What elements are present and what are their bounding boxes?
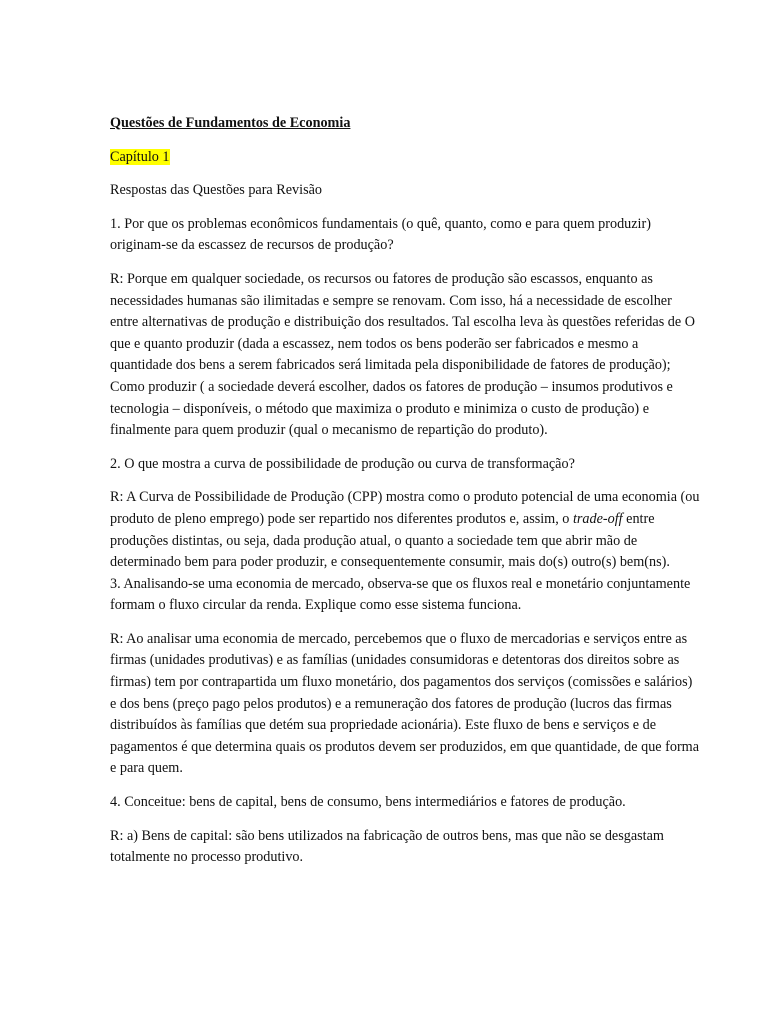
answer-4: R: a) Bens de capital: são bens utilizados na fabricação de outros bens, mas que não se desgastam totalmente no processo produtivo. (110, 827, 664, 866)
question-1: 1. Por que os problemas econômicos fundamentais (o quê, quanto, como e para quem produzir) originam-se da escassez de recursos de produção? (110, 215, 651, 254)
section-subtitle: Respostas das Questões para Revisão (110, 182, 322, 199)
question-3: 3. Analisando-se uma economia de mercado, observa-se que os fluxos real e monetário conjuntamente formam o fluxo circular da renda. Explique como esse sistema funciona. (110, 575, 691, 614)
answer-1: R: Porque em qualquer sociedade, os recursos ou fatores de produção são escassos, enquanto as necessidades humanas são ilimitadas e sempre se renovam. Com isso, há a necessidade de escolher entre alternativas de produção e distribuição dos resultados. Tal escolha leva às questões referidas de O que e quanto produzir (dada a escassez, nem todos os bens poderão ser fabricados e mesmo a quantidade dos bens a serem fabricados será limitada pela disponibilidade de fatores de produção); Como produzir ( a sociedade deverá escolher, dados os fatores de produção – insumos produtivos e tecnologia – disponíveis, o método que maximiza o produto e minimiza o custo de produção) e finalmente para quem produzir (qual o mecanismo de repartição do produto). (110, 270, 695, 439)
answer-3: R: Ao analisar uma economia de mercado, percebemos que o fluxo de mercadorias e serviços entre as firmas (unidades produtivas) e as famílias (unidades consumidoras e detentoras dos direitos sobre as firmas) tem por contrapartida um fluxo monetário, dos pagamentos dos serviços (comissões e salários) e dos bens (preço pago pelos produtos) e a remuneração dos fatores de produção (lucros das firmas distribuídos às famílias que detém sua propriedade acionária). Este fluxo de bens e serviços e de pagamentos é que determina quais os produtos devem ser produzidos, em que quantidade, de que forma e para quem. (110, 630, 700, 777)
question-2: 2. O que mostra a curva de possibilidade de produção ou curva de transformação? (110, 455, 575, 472)
trade-off-term: trade-off (572, 510, 623, 527)
document-body (110, 113, 700, 881)
answer-2-text-after: entre produções distintas, ou seja, dada produção atual, o quanto a sociedade tem que abrir mão de determinado bem para poder produzir, e consequentemente consumir, mais do(s) outro(s) bem(ns). (110, 510, 670, 571)
chapter-line (110, 147, 700, 169)
answer-2 (110, 487, 700, 573)
answer-2-text-before: R: A Curva de Possibilidade de Produção (CPP) mostra como o produto potencial de uma economia (ou produto de pleno emprego) pode ser repartido nos diferentes produtos e, assim, o (110, 489, 700, 527)
document-title: Questões de Fundamentos de Economia (110, 115, 351, 131)
question-4: 4. Conceitue: bens de capital, bens de consumo, bens intermediários e fatores de produção. (110, 794, 626, 811)
chapter-label: Capítulo 1 (110, 148, 170, 165)
